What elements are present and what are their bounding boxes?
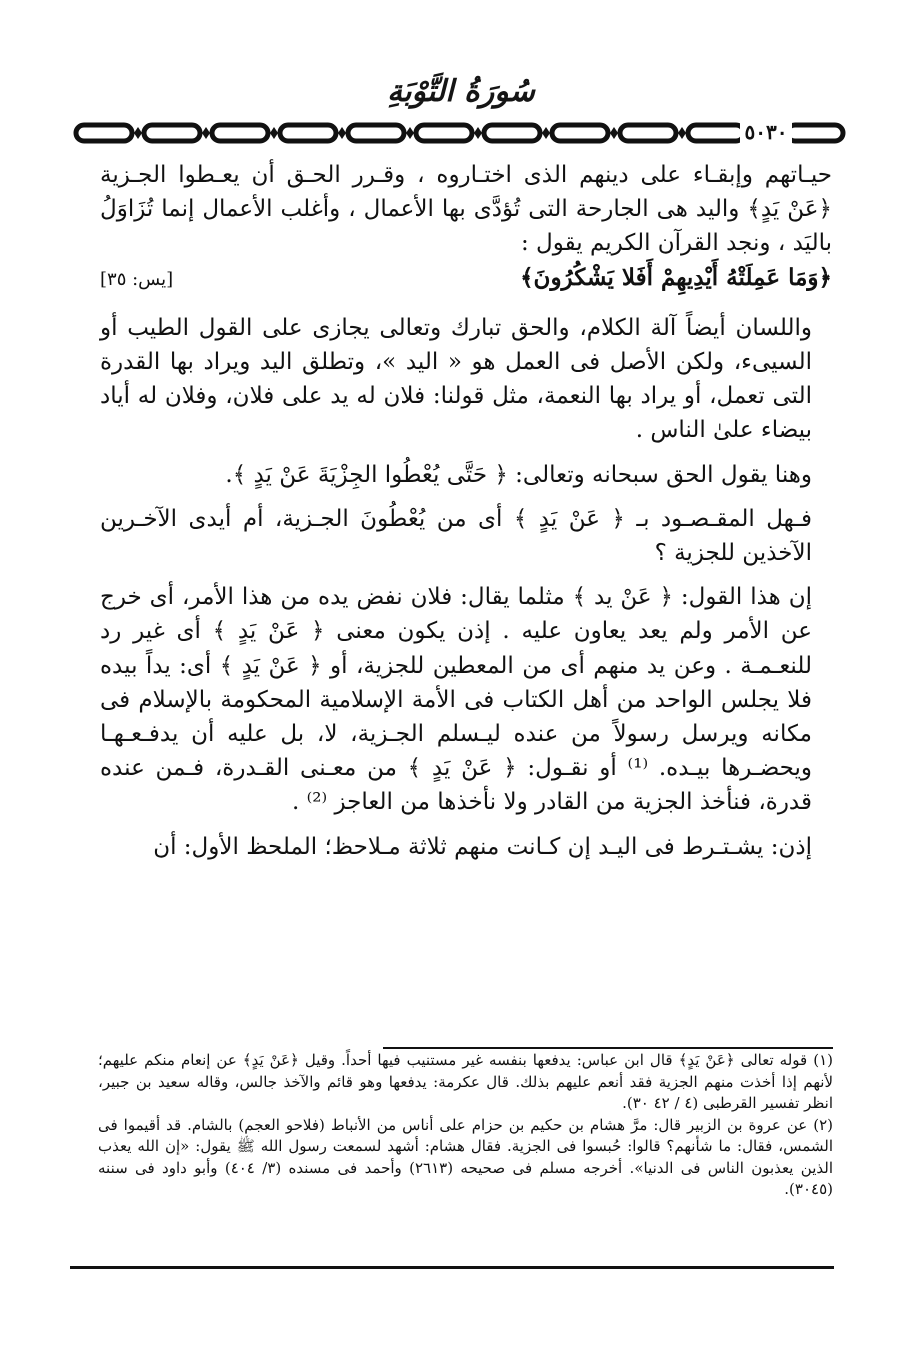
footnotes	[98, 1050, 833, 1201]
main-text	[100, 158, 832, 864]
paragraph-2: واللسان أيضاً آلة الكلام، والحق تبارك وتعالى يجازى على القول الطيب أو السيىء، ولكن الأصل فى العمل هو « اليد »، وتطلق اليد ويراد بها القدرة التى تعمل، أو يراد بها النعمة، مثل قولنا: فلان له يد على فلان، وفلان له أياد بيضاء علىٰ الناس .	[100, 314, 812, 444]
surah-title: سُورَةُ التَّوْبَةِ	[387, 74, 535, 109]
footnote-1: (١) قوله تعالى ﴿عَنْ يَدٍ﴾ قال ابن عباس: يدفعها بنفسه غير مستنيب فيها أحداً. وقيل ﴿عَنْ يَدٍ﴾ عن إنعام منكم عليهم؛ لأنهم إذا أخذت منهم الجزية فقد أنعم عليهم بذلك. قال عكرمة: يدفعها وهو قائم والآخذ جالس، وقاله سعيد بن جبير، انظر تفسير القرطبى (٤ / ٤٢ ٣٠).	[98, 1051, 833, 1112]
paragraph-6: إذن: يشـتـرط فى اليـد إن كـانت منهم ثلاثة مـلاحظ؛ الملحظ الأول: أن	[153, 833, 812, 860]
bottom-rule	[70, 1266, 834, 1269]
paragraph-3: وهنا يقول الحق سبحانه وتعالى: ﴿ حَتَّى يُعْطُوا الجِزْيَةَ عَنْ يَدٍ ﴾.	[225, 461, 812, 488]
verse-reference: [يس: ٣٥]	[100, 268, 174, 290]
footnote-2: (٢) عن عروة بن الزبير قال: مرَّ هشام بن حكيم بن حزام على أناس من الأنباط (فلاحو العجم) بالشام. قد أقيموا فى الشمس، فقال: ما شأنهم؟ قالوا: حُبسوا فى الجزية. فقال هشام: أشهد لسمعت رسول الله ﷺ يقول: «إن الله يعذب الذين يعذبون الناس فى الدنيا». أخرجه مسلم فى صحيحه (٢٦١٣) وأحمد فى مسنده (٣/ ٤٠٤) وأبو داود فى سننه (٣٠٤٥).	[98, 1115, 834, 1198]
paragraph-4: فـهل المقـصـود بـ ﴿ عَنْ يَدٍ ﴾ أى من يُعْطُونَ الجـزية، أم أيدى الآخـرين الآخذين للجزية ؟	[100, 505, 812, 567]
paragraph-1: حيـاتهم وإبقـاء على دينهم الذى اختـاروه ، وقـرر الحـق أن يعـطوا الجـزية ﴿عَنْ يَدٍ﴾ واليد هى الجارحة التى تُؤدَّى بها الأعمال ، وأغلب الأعمال إنما تُزَاوَلُ باليَد ، ونجد القرآن الكريم يقول :	[100, 162, 832, 257]
ornamental-chain-divider	[72, 120, 847, 146]
footnote-separator	[383, 1047, 833, 1049]
page-number: ٥٠٣٠	[740, 118, 792, 146]
paragraph-5: إن هذا القول: ﴿ عَنْ يد ﴾ مثلما يقال: فلان نفض يده من هذا الأمر، أى خرج عن الأمر ولم يعد يعاون عليه . إذن يكون معنى ﴿ عَنْ يَدٍ ﴾ أى غير رد للنعـمـة . وعن يد منهم أى من المعطين للجزية، أو ﴿ عَنْ يَدٍ ﴾ أى: يداً بيده فلا يجلس الواحد من أهل الكتاب فى الأمة الإسلامية المحكومة بالإسلام فى مكانه ويرسل رسولاً من عنده ليـسلم الجـزية، لا، بل عليه أن يدفـعـهـا ويحضـرها بيـده. ⁽¹⁾ أو نقـول: ﴿ عَنْ يَدٍ ﴾ من معـنى القـدرة، فـمن عنده قدرة، فنأخذ الجزية من القادر ولا نأخذها من العاجز ⁽²⁾ .	[100, 584, 812, 816]
quran-verse: ﴿وَمَا عَمِلَتْهُ أَيْدِيهِمْ أَفَلا يَشْكُرُونَ﴾	[520, 263, 832, 291]
quran-verse-line	[100, 261, 832, 297]
